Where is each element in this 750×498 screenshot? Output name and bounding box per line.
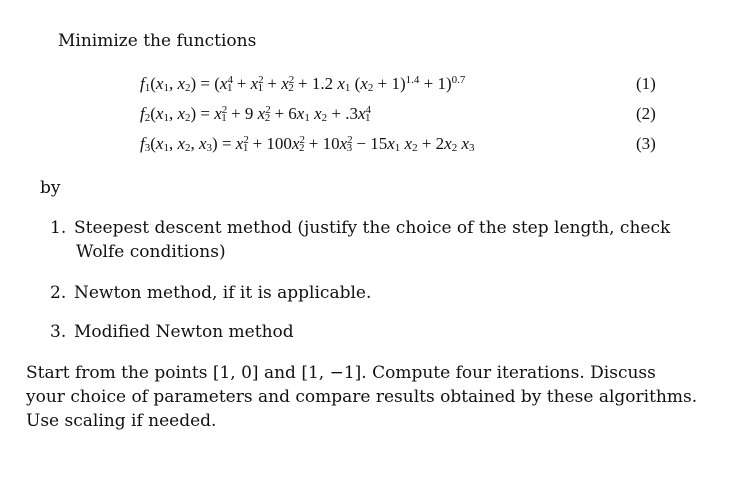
equation-f1: $f_1(x_1$, $x_2) = (x^4_1 + x^2_1 + x^2_2 + 1.2$ $x_1$ $(x_2 + 1)^{1.4} + 1)^{0.7}$	[140, 73, 466, 95]
equation-f3: $f_3(x_1$, $x_2$, $x_3) = x^2_1 + 100x^2_2 + 10x^2_3 - 15x_1$ $x_2 + 2x_2$ $x_3$	[140, 133, 475, 155]
list-number: 3.	[50, 322, 67, 342]
list-item	[50, 281, 371, 305]
instructions-line: Use scaling if needed.	[26, 411, 217, 431]
equation-number-3: (3)	[636, 134, 656, 153]
list-item	[50, 216, 671, 262]
equation-f2: $f_2(x_1$, $x_2) = x^2_1 + 9$ $x^2_2 + 6x_1$ $x_2 + .3x^4_1$	[140, 103, 372, 125]
list-text-continued: Wolfe conditions)	[76, 242, 226, 262]
equation-number-2: (2)	[636, 104, 656, 123]
list-number: 1.	[50, 218, 67, 238]
list-text: Steepest descent method (justify the choice of the step length, check	[74, 218, 671, 238]
list-text: Modified Newton method	[74, 322, 294, 342]
instructions-line: your choice of parameters and compare results obtained by these algorithms.	[26, 387, 698, 407]
instructions-paragraph	[26, 361, 697, 433]
list-text: Newton method, if it is applicable.	[74, 283, 372, 303]
equation-number-1: (1)	[636, 74, 656, 93]
list-item	[50, 320, 294, 344]
instructions-line: Start from the points [1, 0] and [1, −1]. Compute four iterations. Discuss	[26, 363, 656, 383]
by-text: by	[40, 178, 61, 198]
intro-text: Minimize the functions	[58, 31, 257, 51]
list-number: 2.	[50, 283, 67, 303]
